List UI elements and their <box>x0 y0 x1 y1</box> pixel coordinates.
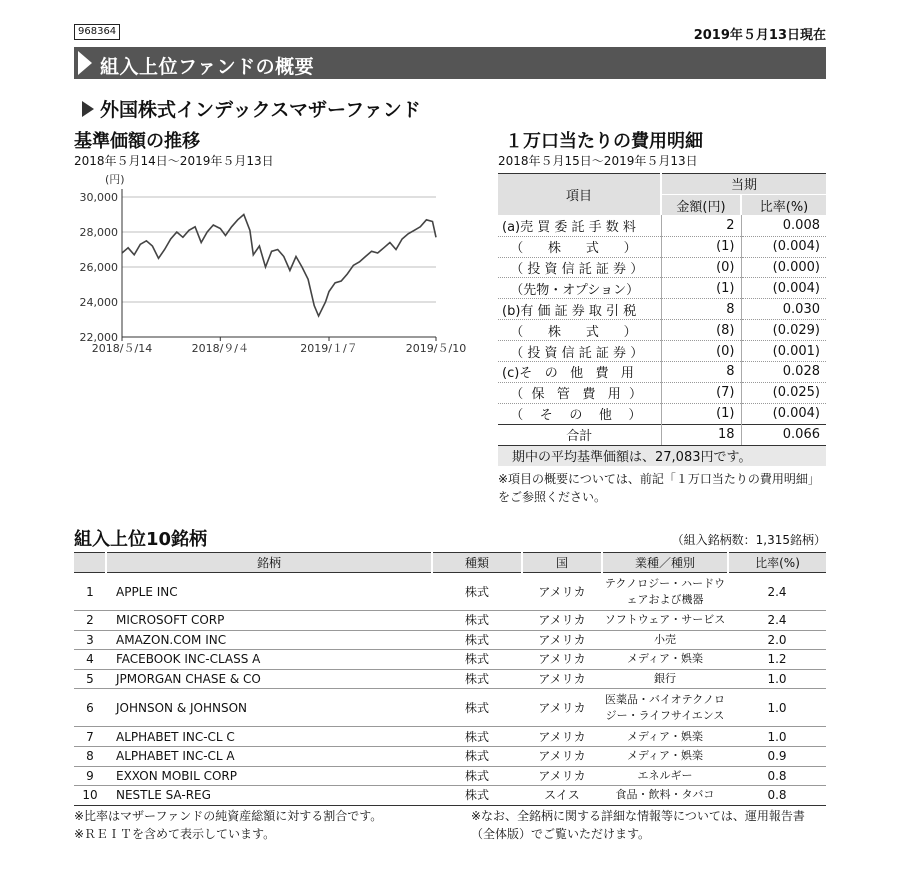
holding-type: 株式 <box>432 669 522 689</box>
cost-table-note: ※項目の概要については、前記「１万口当たりの費用明細」をご参照ください。 <box>498 472 820 504</box>
cost-ratio: (0.004) <box>741 278 826 299</box>
holding-name: ALPHABET INC-CL A <box>106 746 432 766</box>
holding-ratio: 1.2 <box>728 650 826 670</box>
cost-amount: (1) <box>661 403 741 424</box>
holding-rank: 2 <box>74 611 106 631</box>
cost-ratio: 0.008 <box>741 215 826 236</box>
cost-ratio: 0.028 <box>741 362 826 383</box>
holding-industry: メディア・娯楽 <box>602 746 728 766</box>
cost-item: (b)有 価 証 券 取 引 税 <box>498 299 661 320</box>
holding-row <box>74 669 826 689</box>
cost-item: （ 投 資 信 託 証 券 ） <box>498 257 661 278</box>
cost-amount: 8 <box>661 362 741 383</box>
cost-item: (a)売 買 委 託 手 数 料 <box>498 215 661 236</box>
cost-amount: (7) <box>661 382 741 403</box>
cost-amount: 8 <box>661 299 741 320</box>
holding-industry: ソフトウェア・サービス <box>602 611 728 631</box>
footnote-right: ※なお、全銘柄に関する詳細な情報等については、運用報告書（全体版）でご覧いただけます。 <box>471 809 805 841</box>
nav-line-chart <box>74 170 474 360</box>
cost-total-label: 合計 <box>498 424 661 445</box>
holding-name: JPMORGAN CHASE & CO <box>106 669 432 689</box>
cost-row <box>498 362 826 383</box>
cost-ratio: (0.004) <box>741 403 826 424</box>
holding-ratio: 2.4 <box>728 611 826 631</box>
cost-ratio: (0.025) <box>741 382 826 403</box>
holding-country: アメリカ <box>522 573 602 611</box>
cost-amount: (8) <box>661 320 741 341</box>
top10-head-name: 銘柄 <box>106 553 432 573</box>
holding-industry: 食品・飲料・タバコ <box>602 786 728 806</box>
nav-series-line <box>122 215 436 317</box>
holding-country: アメリカ <box>522 727 602 747</box>
holding-country: アメリカ <box>522 630 602 650</box>
holding-rank: 10 <box>74 786 106 806</box>
holding-row <box>74 573 826 611</box>
x-tick-label: 2018/５/14 <box>91 342 153 355</box>
cost-row <box>498 257 826 278</box>
holding-name: AMAZON.COM INC <box>106 630 432 650</box>
section-banner <box>74 47 826 79</box>
cost-row <box>498 382 826 403</box>
holding-rank: 1 <box>74 573 106 611</box>
holding-name: NESTLE SA-REG <box>106 786 432 806</box>
y-tick-label: 24,000 <box>79 296 118 309</box>
cost-avg-note: 期中の平均基準価額は、27,083円です。 <box>498 445 826 466</box>
holding-ratio: 2.0 <box>728 630 826 650</box>
holding-type: 株式 <box>432 630 522 650</box>
holding-rank: 3 <box>74 630 106 650</box>
cost-total-amount: 18 <box>661 424 741 445</box>
nav-chart-period: 2018年５月14日～2019年５月13日 <box>74 154 274 168</box>
cost-table-period: 2018年５月15日～2019年５月13日 <box>498 154 698 168</box>
footnote-ratio: ※比率はマザーファンドの純資産総額に対する割合です。 <box>74 809 383 823</box>
cost-ratio: (0.004) <box>741 236 826 257</box>
cost-item: （ 株 式 ） <box>498 320 661 341</box>
top10-head-industry: 業種／種別 <box>602 553 728 573</box>
triangle-right-icon <box>82 101 94 117</box>
cost-amount: (0) <box>661 341 741 362</box>
cost-item: (c)そ の 他 費 用 <box>498 362 661 383</box>
cost-row <box>498 278 826 299</box>
top10-head-ratio: 比率(%) <box>728 553 826 573</box>
cost-item: （ 株 式 ） <box>498 236 661 257</box>
holding-type: 株式 <box>432 573 522 611</box>
y-tick-label: 26,000 <box>79 261 118 274</box>
cost-amount: (0) <box>661 257 741 278</box>
holding-industry: テクノロジー・ハードウェアおよび機器 <box>602 573 728 611</box>
top10-table <box>74 552 826 806</box>
top10-head-type: 種類 <box>432 553 522 573</box>
holding-name: ALPHABET INC-CL C <box>106 727 432 747</box>
cost-item: （ そ の 他 ） <box>498 403 661 424</box>
cost-table-title: １万口当たりの費用明細 <box>505 131 703 152</box>
cost-item: （先物・オプション） <box>498 278 661 299</box>
cost-row <box>498 403 826 424</box>
cost-avg-row <box>498 445 826 466</box>
holding-industry: 銀行 <box>602 669 728 689</box>
cost-ratio: 0.030 <box>741 299 826 320</box>
holding-row <box>74 630 826 650</box>
cost-row <box>498 215 826 236</box>
holding-row <box>74 766 826 786</box>
holding-country: アメリカ <box>522 669 602 689</box>
cost-amount: (1) <box>661 278 741 299</box>
cost-row <box>498 320 826 341</box>
holding-ratio: 2.4 <box>728 573 826 611</box>
y-tick-label: 22,000 <box>79 331 118 344</box>
holding-industry: 小売 <box>602 630 728 650</box>
cost-item: （ 保 管 費 用 ） <box>498 382 661 403</box>
x-tick-label: 2019/５/10 <box>405 342 467 355</box>
holding-type: 株式 <box>432 650 522 670</box>
holding-type: 株式 <box>432 746 522 766</box>
cost-amount: 2 <box>661 215 741 236</box>
cost-total-ratio: 0.066 <box>741 424 826 445</box>
cost-row <box>498 236 826 257</box>
holding-rank: 6 <box>74 689 106 727</box>
cost-item: （ 投 資 信 託 証 券 ） <box>498 341 661 362</box>
holding-row <box>74 689 826 727</box>
cost-ratio: (0.001) <box>741 341 826 362</box>
holding-rank: 8 <box>74 746 106 766</box>
holding-country: アメリカ <box>522 689 602 727</box>
holding-row <box>74 727 826 747</box>
holding-country: アメリカ <box>522 746 602 766</box>
cost-ratio: (0.000) <box>741 257 826 278</box>
holding-industry: メディア・娯楽 <box>602 727 728 747</box>
holdings-count: （組入銘柄数：1,315銘柄） <box>671 533 826 547</box>
holding-type: 株式 <box>432 727 522 747</box>
holding-country: アメリカ <box>522 611 602 631</box>
x-tick-label: 2019/１/７ <box>300 342 358 355</box>
top10-head-country: 国 <box>522 553 602 573</box>
holding-type: 株式 <box>432 786 522 806</box>
holding-ratio: 1.0 <box>728 727 826 747</box>
cost-row <box>498 341 826 362</box>
holding-row <box>74 746 826 766</box>
cost-total-row <box>498 424 826 445</box>
holding-type: 株式 <box>432 766 522 786</box>
holding-row <box>74 611 826 631</box>
cost-table <box>498 173 826 466</box>
holding-country: スイス <box>522 786 602 806</box>
cost-row <box>498 299 826 320</box>
top10-title: 組入上位10銘柄 <box>74 529 208 550</box>
holding-industry: エネルギー <box>602 766 728 786</box>
holding-row <box>74 650 826 670</box>
holding-ratio: 0.9 <box>728 746 826 766</box>
banner-title: 組入上位ファンドの概要 <box>100 56 315 78</box>
holding-type: 株式 <box>432 689 522 727</box>
y-axis-unit: (円) <box>105 173 125 186</box>
holding-name: FACEBOOK INC-CLASS A <box>106 650 432 670</box>
holding-name: MICROSOFT CORP <box>106 611 432 631</box>
y-tick-label: 30,000 <box>79 191 118 204</box>
cost-head-item: 項目 <box>498 174 661 216</box>
holding-industry: メディア・娯楽 <box>602 650 728 670</box>
holding-rank: 5 <box>74 669 106 689</box>
holding-rank: 4 <box>74 650 106 670</box>
fund-name <box>82 95 421 122</box>
holding-row <box>74 786 826 806</box>
cost-head-period: 当期 <box>661 174 826 195</box>
as-of-date: 2019年５月13日現在 <box>693 28 826 43</box>
holding-rank: 9 <box>74 766 106 786</box>
cost-head-ratio: 比率(%) <box>741 194 826 215</box>
nav-chart-title: 基準価額の推移 <box>74 131 200 152</box>
fund-code: 968364 <box>74 24 120 40</box>
holding-rank: 7 <box>74 727 106 747</box>
cost-head-amount: 金額(円) <box>661 194 741 215</box>
y-tick-label: 28,000 <box>79 226 118 239</box>
cost-amount: (1) <box>661 236 741 257</box>
holding-ratio: 1.0 <box>728 689 826 727</box>
top10-head-rank <box>74 553 106 573</box>
holding-industry: 医薬品・バイオテクノロジー・ライフサイエンス <box>602 689 728 727</box>
holding-type: 株式 <box>432 611 522 631</box>
holding-country: アメリカ <box>522 766 602 786</box>
banner-arrow-icon <box>78 51 92 75</box>
holding-ratio: 0.8 <box>728 766 826 786</box>
holding-ratio: 0.8 <box>728 786 826 806</box>
footnote-reit: ※ＲＥＩＴを含めて表示しています。 <box>74 827 276 841</box>
holding-name: EXXON MOBIL CORP <box>106 766 432 786</box>
footnote-left <box>74 807 382 843</box>
x-tick-label: 2018/９/４ <box>191 342 249 355</box>
fund-name-text: 外国株式インデックスマザーファンド <box>100 99 421 121</box>
holding-country: アメリカ <box>522 650 602 670</box>
holding-name: APPLE INC <box>106 573 432 611</box>
cost-ratio: (0.029) <box>741 320 826 341</box>
holding-name: JOHNSON & JOHNSON <box>106 689 432 727</box>
holding-ratio: 1.0 <box>728 669 826 689</box>
